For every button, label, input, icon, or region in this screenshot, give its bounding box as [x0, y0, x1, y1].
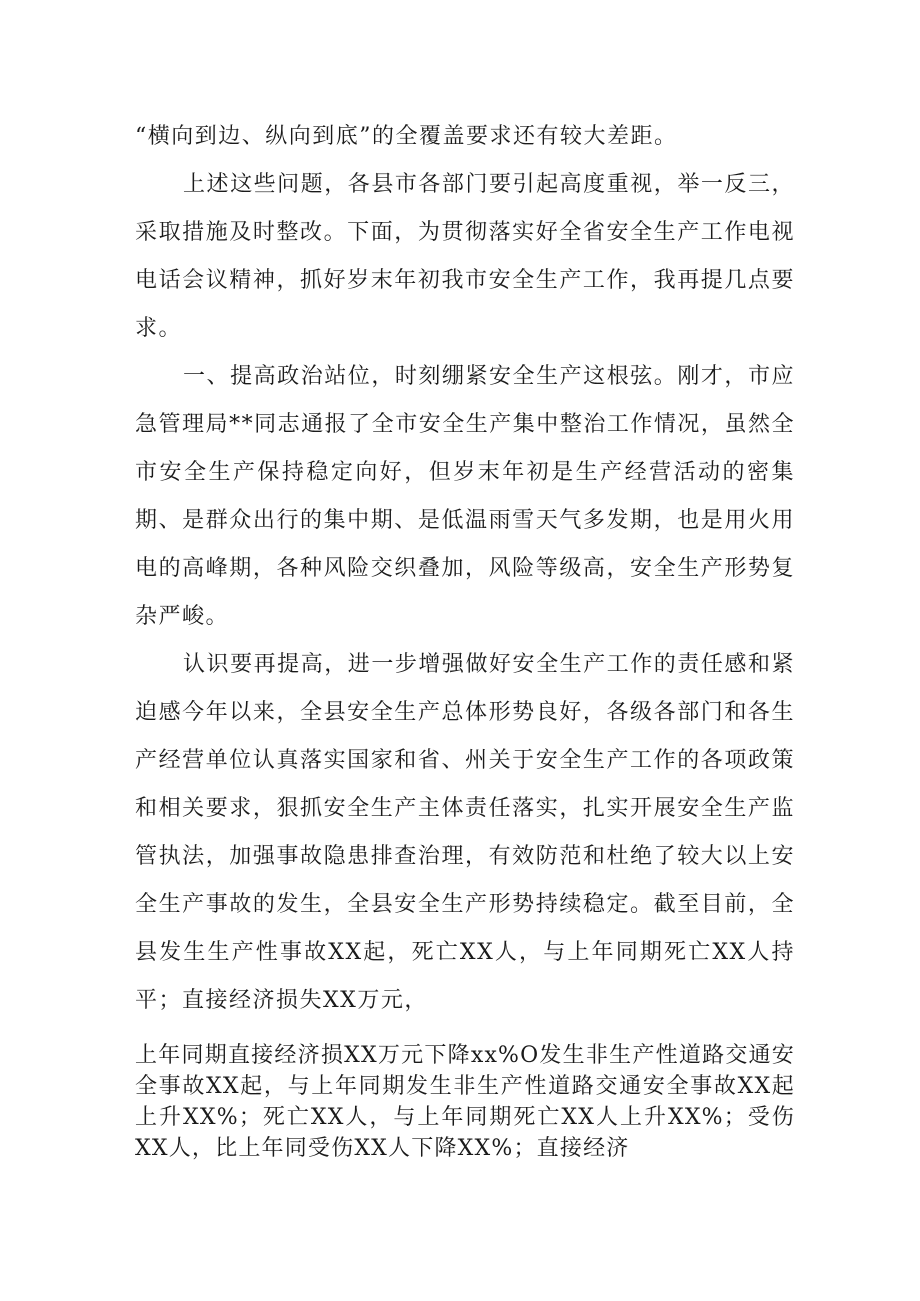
document-body — [135, 113, 795, 1025]
paragraph-1: “横向到边、纵向到底”的全覆盖要求还有较大差距。 — [135, 124, 678, 149]
paragraph-4: 认识要再提高，进一步增强做好安全生产工作的责任感和紧迫感今年以来，全县安全生产总体形势良好，各级各部门和各生产经营单位认真落实国家和省、州关于安全生产工作的各项政策和相关要求，狠抓安全生产主体责任落实，扎实开展安全生产监管执法，加强事故隐患排查治理，有效防范和杜绝了较大以上安全生产事故的发生，全县安全生产形势持续稳定。截至目前，全县发生生产性事故XX起，死亡XX人，与上年同期死亡XX人持平；直接经济损失XX万元， — [135, 652, 795, 1013]
paragraph-5: 上年同期直接经济损XX万元下降xx%O发生非生产性道路交通安全事故XX起，与上年同期发生非生产性道路交通安全事故XX起上升XX%；死亡XX人，与上年同期死亡XX人上升XX%；受伤XX人，比上年同受伤XX人下降XX%；直接经济 — [135, 1043, 795, 1161]
document-tail — [135, 1040, 795, 1164]
paragraph-3: 一、提高政治站位，时刻绷紧安全生产这根弦。刚才，市应急管理局**同志通报了全市安全生产集中整治工作情况，虽然全市安全生产保持稳定向好，但岁末年初是生产经营活动的密集期、是群众出行的集中期、是低温雨雪天气多发期，也是用火用电的高峰期，各种风险交织叠加，风险等级高，安全生产形势复杂严峻。 — [135, 364, 795, 629]
paragraph-2: 上述这些问题，各县市各部门要引起高度重视，举一反三，采取措施及时整改。下面，为贯彻落实好全省安全生产工作电视电话会议精神，抓好岁末年初我市安全生产工作，我再提几点要求。 — [135, 172, 795, 341]
